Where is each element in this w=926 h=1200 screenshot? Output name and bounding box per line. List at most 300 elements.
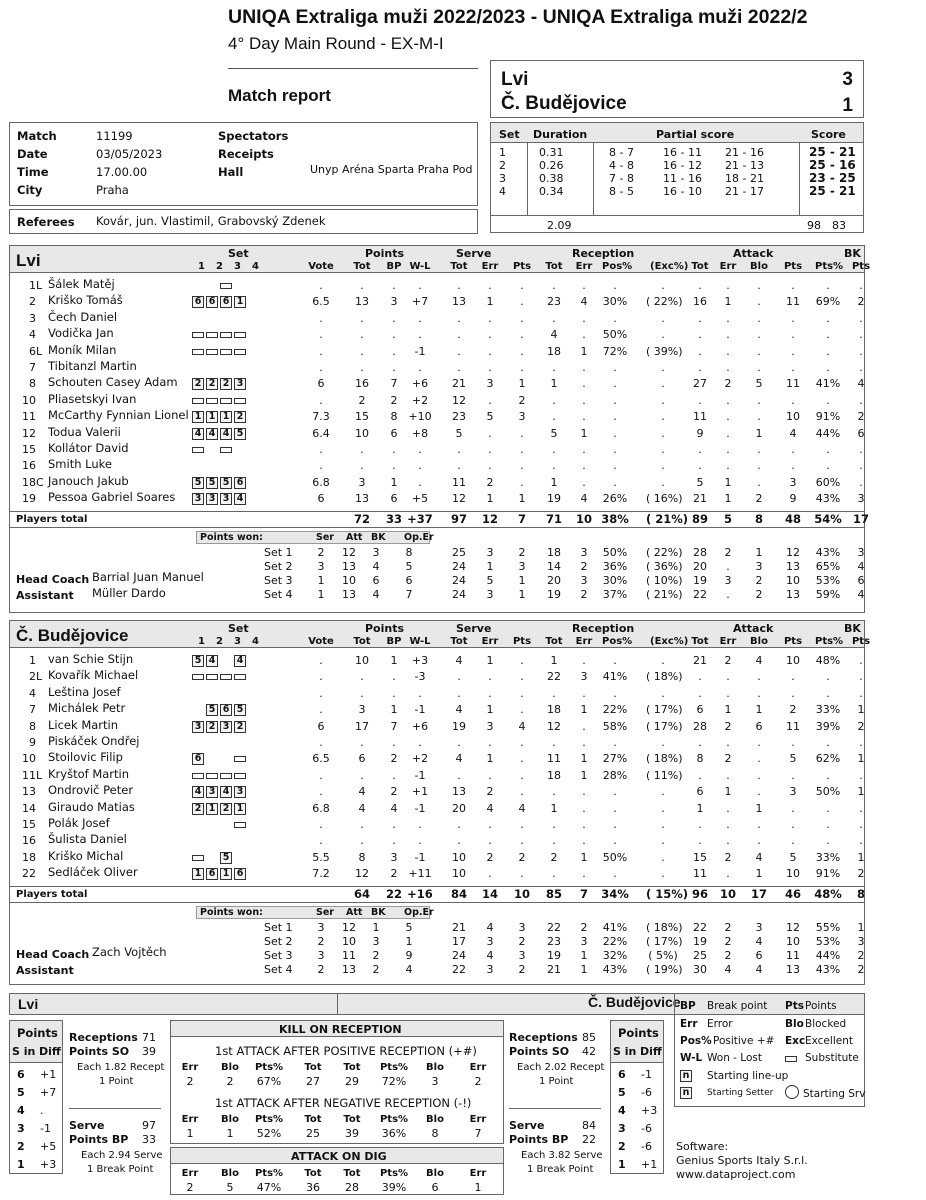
away-rotation-box: [610, 1020, 664, 1174]
partial-cell: 4 - 8: [609, 159, 634, 172]
player-name: Pessoa Gabriel Soares: [48, 490, 176, 505]
stat-cell: 1: [390, 654, 398, 667]
player-sets: [192, 670, 248, 683]
player-row: [10, 686, 864, 702]
stat-cell: .: [613, 311, 617, 325]
stat-cell: .: [582, 736, 586, 749]
receipts-label: Receipts: [218, 147, 274, 161]
partial-cell: 18 - 21: [725, 172, 764, 185]
stat-cell: .: [757, 443, 761, 456]
stat-cell: 2: [486, 785, 494, 799]
stat-cell: .: [418, 475, 422, 489]
stat-cell: .: [661, 686, 665, 700]
stat-cell: .: [859, 393, 863, 407]
rotation-box: 6: [206, 868, 218, 880]
player-number: 22: [22, 867, 36, 881]
attack-on-dig-box: [170, 1147, 504, 1195]
stat-cell: 1: [755, 801, 763, 815]
stat-cell: 6: [390, 426, 398, 440]
stat-cell: .: [757, 818, 761, 831]
set-stat: 22: [693, 587, 707, 601]
set-stat: 17: [452, 934, 466, 948]
stat-cell: 2: [789, 703, 797, 717]
stat-cell: .: [859, 279, 863, 292]
stat-cell: .: [319, 443, 323, 456]
set-stat: 4: [857, 587, 865, 601]
player-number: 14: [22, 801, 36, 815]
set-label: Set 3: [264, 948, 293, 962]
players-total-label: Players total: [16, 888, 88, 900]
set-stat: 10: [786, 934, 800, 948]
rotation-box: 4: [206, 428, 218, 440]
set-stat: 2: [724, 545, 732, 559]
stat-cell: .: [791, 311, 795, 325]
player-number: 7: [29, 361, 36, 374]
col-blo: Blo: [750, 636, 768, 647]
kill-pos-val: 2: [226, 1075, 234, 1088]
rotation-box: 4: [192, 428, 204, 440]
stat-cell: .: [826, 670, 830, 684]
set-stat: 13: [342, 559, 356, 573]
set-stat: 3: [518, 948, 526, 962]
points-won-label: Points won:: [200, 906, 263, 918]
kill-pos-val: 2: [186, 1075, 194, 1088]
rotation-box: 2: [234, 411, 246, 423]
stat-cell: .: [791, 443, 795, 456]
stat-cell: +1: [411, 785, 429, 799]
total-cell: 89: [691, 511, 708, 526]
kill-neg-val: 39: [345, 1127, 359, 1140]
stat-cell: +10: [408, 410, 432, 424]
stat-cell: .: [613, 686, 617, 700]
stat-cell: 10: [786, 867, 800, 881]
stat-cell: .: [582, 328, 586, 342]
player-name: McCarthy Fynnian Lionel: [48, 408, 189, 423]
stat-cell: 4: [857, 377, 865, 391]
stat-cell: .: [698, 344, 702, 358]
stat-cell: .: [757, 459, 761, 473]
stat-cell: ( 17%): [646, 719, 683, 733]
stat-cell: .: [520, 361, 524, 374]
set-stat: 44%: [815, 948, 841, 962]
set-stat: .: [726, 587, 730, 601]
stat-cell: 6.4: [312, 426, 330, 440]
stat-cell: .: [319, 703, 323, 717]
legend-err-text: Error: [707, 1018, 733, 1030]
stat-cell: .: [488, 670, 492, 684]
stat-cell: .: [319, 736, 323, 749]
set-stat: 25: [452, 545, 466, 559]
player-number: 3: [29, 311, 36, 325]
player-name: Piskáček Ondřej: [48, 734, 140, 748]
player-sets: [192, 279, 248, 292]
set-stat: 21: [452, 920, 466, 934]
players-total-row: [10, 886, 864, 903]
player-sets: [192, 312, 248, 325]
player-name: Sedláček Oliver: [48, 865, 138, 880]
stat-cell: .: [520, 768, 524, 782]
stat-cell: .: [757, 279, 761, 292]
legend-ss-text: Starting Setter: [707, 1088, 774, 1098]
col-err: Err: [719, 261, 737, 272]
set-stat: ( 36%): [646, 559, 683, 573]
stat-cell: .: [392, 834, 396, 848]
rotation-box: 5: [220, 852, 232, 864]
col-bkk: BK: [371, 531, 386, 543]
stat-cell: 4: [358, 801, 366, 815]
stat-cell: .: [520, 295, 524, 309]
stat-cell: 5: [789, 850, 797, 864]
col-points: Points: [365, 622, 405, 635]
rotation-box: 2: [192, 378, 204, 390]
substitute-icon: [220, 283, 232, 289]
kill-col: Err: [469, 1062, 487, 1073]
stat-cell: .: [791, 361, 795, 374]
player-number: 4: [29, 686, 36, 700]
stat-cell: 16: [355, 377, 369, 391]
partial-cell: 16 - 10: [663, 185, 702, 198]
stat-cell: ( 18%): [646, 670, 683, 684]
total-cell: 54%: [814, 511, 842, 526]
col-tot: Tot: [353, 261, 371, 272]
set-stat: 24: [452, 559, 466, 573]
rotation-box: 2: [234, 721, 246, 733]
rotation-box: 1: [220, 411, 232, 423]
stat-cell: .: [698, 279, 702, 292]
stat-cell: .: [488, 459, 492, 473]
stat-cell: .: [520, 818, 524, 831]
stat-cell: .: [698, 393, 702, 407]
col-set-2: 2: [216, 636, 223, 647]
col-err: Err: [575, 261, 593, 272]
partial-cell: 0.38: [539, 172, 564, 185]
col-pts: Pts: [783, 636, 803, 647]
stat-cell: .: [757, 393, 761, 407]
set-label: Set 4: [264, 587, 293, 601]
stat-cell: .: [726, 867, 730, 881]
stat-cell: 1: [486, 492, 494, 506]
set-stat: 36%: [602, 559, 628, 573]
stat-cell: .: [488, 344, 492, 358]
rotation-box: 4: [192, 786, 204, 798]
col-bkk: BK: [371, 906, 386, 918]
home-side-stats: Points BP: [69, 1133, 129, 1146]
kill-col: Err: [469, 1114, 487, 1125]
stat-cell: 1: [857, 703, 865, 717]
player-sets: [192, 476, 248, 489]
kill-neg-val: 1: [226, 1127, 234, 1140]
stat-cell: 13: [355, 492, 369, 506]
stat-cell: 22: [547, 670, 561, 684]
rotation-box: 2: [192, 803, 204, 815]
points-label: Points: [17, 1026, 58, 1040]
col-pts: Pts: [783, 261, 803, 272]
away-side-stats: Points BP: [509, 1133, 569, 1146]
partial-cell: 0.31: [539, 146, 564, 159]
col-err: Err: [575, 636, 593, 647]
set-stat: 12: [786, 920, 800, 934]
col-ptsp: Pts%: [815, 261, 844, 272]
stat-cell: -1: [414, 850, 426, 864]
stat-cell: .: [698, 361, 702, 374]
set-label: Set 4: [264, 962, 293, 976]
player-sets: [192, 459, 248, 472]
rotation-box: 3: [234, 378, 246, 390]
player-row: [10, 311, 864, 327]
rotation-box: 3: [220, 721, 232, 733]
team-name: Lvi: [16, 251, 41, 270]
stat-cell: .: [520, 328, 524, 342]
rotation-diff: +1: [641, 1158, 658, 1171]
stat-cell: .: [859, 736, 863, 749]
software-label: Software:: [676, 1140, 729, 1153]
stat-cell: 91%: [815, 867, 841, 881]
stat-cell: 1: [486, 654, 494, 667]
col-pts: Pts: [512, 261, 532, 272]
dig-val: 28: [345, 1181, 359, 1194]
stat-cell: .: [457, 459, 461, 473]
stat-cell: .: [613, 736, 617, 749]
total-cell: +37: [407, 511, 433, 526]
stat-cell: .: [488, 393, 492, 407]
rotation-box: 5: [206, 704, 218, 716]
col-pts: Pts: [512, 636, 532, 647]
set-stat: 2: [724, 948, 732, 962]
player-sets: [192, 867, 248, 880]
set-stat: 3: [857, 545, 865, 559]
match-info: [9, 122, 478, 206]
rotation-box: 2: [220, 803, 232, 815]
stat-cell: .: [392, 443, 396, 456]
stat-cell: 39%: [815, 719, 841, 733]
stat-cell: .: [791, 801, 795, 815]
stat-cell: .: [392, 459, 396, 473]
col-tot: Tot: [545, 261, 563, 272]
home-rotation-box: [9, 1020, 63, 1174]
set-stat: 4: [486, 948, 494, 962]
stat-cell: .: [319, 768, 323, 782]
total-cell: 7: [579, 886, 588, 901]
player-name: Vodička Jan: [48, 326, 114, 341]
stat-cell: 33%: [815, 703, 841, 717]
match-time: 17.00.00: [96, 165, 148, 179]
stat-cell: .: [859, 768, 863, 782]
stat-cell: 10: [355, 426, 369, 440]
stat-cell: .: [392, 736, 396, 749]
kill-neg-val: 1: [186, 1127, 194, 1140]
stat-cell: .: [360, 670, 364, 684]
stat-cell: .: [457, 361, 461, 374]
set-stat: 1: [405, 934, 413, 948]
rotation-diff: +1: [40, 1068, 57, 1081]
set-stat: 19: [547, 587, 561, 601]
substitute-icon: [206, 332, 218, 338]
player-name: Michálek Petr: [48, 701, 126, 716]
rotation-diff: -1: [40, 1122, 51, 1135]
stat-cell: .: [791, 279, 795, 292]
substitute-icon: [192, 855, 204, 861]
stat-cell: .: [613, 475, 617, 489]
dig-col: Tot: [304, 1168, 322, 1179]
set-stat: 7: [405, 587, 413, 601]
stat-cell: .: [457, 344, 461, 358]
stat-cell: 6: [857, 426, 865, 440]
set-stat: 3: [317, 920, 325, 934]
kill-col: Err: [181, 1114, 199, 1125]
player-name: Stoilovic Filip: [48, 750, 123, 765]
player-number: 15: [22, 443, 36, 456]
divider: [69, 1108, 161, 1109]
stat-cell: .: [791, 818, 795, 831]
set-stat: 11: [786, 948, 800, 962]
stat-cell: .: [826, 768, 830, 782]
points-won-header: [196, 531, 430, 544]
stat-cell: .: [582, 654, 586, 667]
player-row: [10, 278, 864, 294]
stat-cell: .: [392, 344, 396, 358]
stat-cell: 6: [696, 785, 704, 799]
stat-cell: .: [859, 818, 863, 831]
total-cell: 38%: [601, 511, 629, 526]
stat-cell: 3: [789, 475, 797, 489]
stat-cell: ( 18%): [646, 752, 683, 766]
set-stat: 2: [372, 962, 380, 976]
stat-cell: .: [726, 311, 730, 325]
player-name: Šulista Daniel: [48, 832, 127, 847]
away-side-stats: 1 Point: [539, 1076, 574, 1087]
player-name: Ondrovič Peter: [48, 783, 134, 798]
stat-cell: 2: [724, 377, 732, 391]
total-cell: 46: [784, 886, 801, 901]
away-side-stats: 85: [582, 1031, 596, 1044]
set-stat: ( 18%): [646, 920, 683, 934]
stat-cell: .: [418, 361, 422, 374]
stat-cell: 1: [580, 426, 588, 440]
stat-cell: .: [552, 279, 556, 292]
stat-cell: .: [488, 443, 492, 456]
player-number: 10: [22, 393, 36, 407]
dig-val: 2: [186, 1181, 194, 1194]
player-name: Leština Josef: [48, 684, 121, 699]
set-stat: ( 21%): [646, 587, 683, 601]
set-stat: 1: [755, 545, 763, 559]
total-cell: 5: [723, 511, 732, 526]
col-bk: BK: [844, 247, 861, 260]
set-stat: 1: [518, 587, 526, 601]
rotation-number: 6: [17, 1068, 25, 1081]
player-number: 11: [22, 768, 36, 782]
stat-cell: 6: [317, 719, 325, 733]
stat-cell: 1: [580, 344, 588, 358]
stat-cell: .: [457, 768, 461, 782]
player-sets: [192, 785, 248, 798]
dig-col: Blo: [426, 1168, 444, 1179]
stat-cell: .: [826, 801, 830, 815]
kill-col: Blo: [426, 1062, 444, 1073]
stat-cell: 91%: [815, 410, 841, 424]
stat-cell: .: [319, 361, 323, 374]
total-cell: 7: [517, 511, 526, 526]
stat-cell: .: [613, 654, 617, 667]
stat-cell: 3: [358, 703, 366, 717]
s-in-label: S in: [12, 1045, 36, 1058]
set-stat: 3: [580, 573, 588, 587]
col-wl: W-L: [409, 261, 431, 272]
stat-cell: 28: [693, 719, 707, 733]
stat-cell: .: [826, 361, 830, 374]
set-label: Set 2: [264, 559, 293, 573]
partial-cell: 3: [499, 172, 506, 185]
match-label: Match: [17, 129, 57, 143]
stat-cell: .: [661, 410, 665, 424]
team-name: Č. Budějovice: [16, 626, 129, 645]
stat-cell: .: [661, 818, 665, 831]
total-cell: 22: [385, 886, 402, 901]
stat-cell: .: [360, 443, 364, 456]
col-ptsp: Pts%: [815, 636, 844, 647]
player-name: Čech Daniel: [48, 309, 118, 324]
head-coach-label: Head Coach: [16, 947, 90, 961]
stat-cell: 2: [390, 752, 398, 766]
stat-cell: 4: [755, 850, 763, 864]
partial-cell: 21 - 13: [725, 159, 764, 172]
player-sets: [192, 752, 248, 765]
home-side-stats: Serve: [69, 1119, 105, 1132]
stat-cell: .: [360, 686, 364, 700]
stat-cell: 50%: [602, 850, 628, 864]
set-stat: 24: [452, 573, 466, 587]
stat-cell: 3: [789, 785, 797, 799]
stat-cell: .: [418, 279, 422, 292]
stat-cell: .: [726, 670, 730, 684]
stat-cell: 7.2: [312, 867, 330, 881]
stat-cell: .: [488, 736, 492, 749]
stat-cell: 4: [455, 752, 463, 766]
home-side-stats: Each 2.94 Serve: [81, 1150, 163, 1161]
set-stat: 13: [342, 962, 356, 976]
col-set-1: 1: [198, 261, 205, 272]
stat-cell: 33%: [815, 850, 841, 864]
stat-cell: .: [791, 834, 795, 848]
set-score: 25 - 21: [809, 184, 856, 198]
set-stat: 1: [317, 587, 325, 601]
stat-cell: 1: [580, 703, 588, 717]
away-side-stats: 84: [582, 1119, 596, 1132]
player-number: 16: [22, 834, 36, 848]
stat-cell: .: [661, 377, 665, 391]
set-stat: 3: [372, 545, 380, 559]
substitute-icon: [206, 674, 218, 680]
stat-cell: 72%: [602, 344, 628, 358]
stat-cell: 1: [755, 703, 763, 717]
away-side-stats: Serve: [509, 1119, 545, 1132]
partial-cell: 11 - 16: [663, 172, 702, 185]
stat-cell: +2: [411, 393, 429, 407]
stat-cell: .: [392, 686, 396, 700]
stat-cell: .: [392, 670, 396, 684]
stat-cell: 5: [789, 752, 797, 766]
kill-col: Tot: [343, 1062, 361, 1073]
legend-pos: Pos%: [680, 1035, 712, 1047]
player-row: [10, 442, 864, 458]
player-number: 2: [29, 670, 36, 684]
set-stat: 50%: [602, 545, 628, 559]
set-stat: 32%: [602, 948, 628, 962]
stat-cell: .: [319, 670, 323, 684]
rotation-box: 2: [220, 378, 232, 390]
divider: [509, 1108, 601, 1109]
total-cell: +16: [407, 886, 433, 901]
